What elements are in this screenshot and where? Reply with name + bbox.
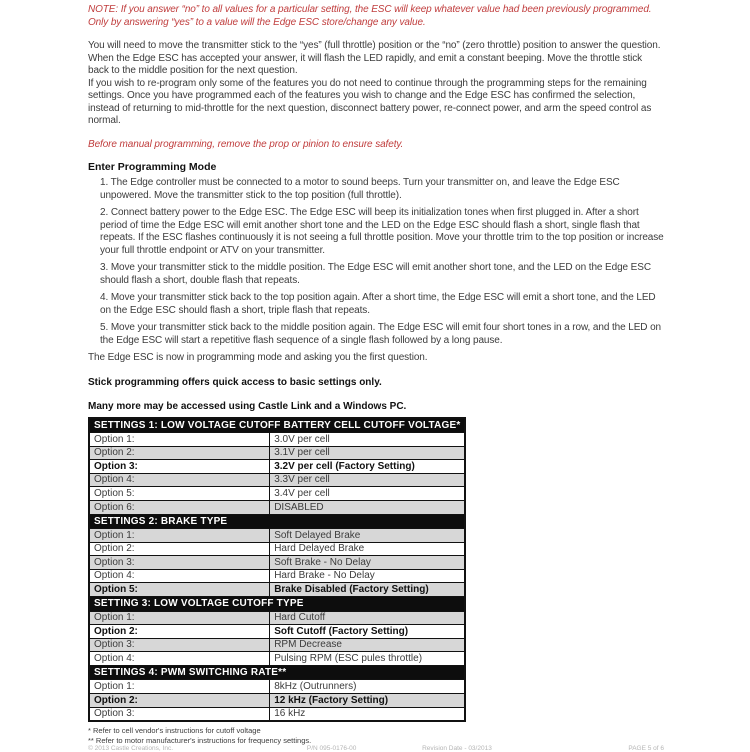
intro-paragraph-2: If you wish to re-program only some of the features you do not need to continue through the programming steps for the remaining settings. Once you have programmed each of the features you wish to change and the Edge ESC has confirmed the selection, instead of returning to mid-throttle for the next question, disconnect battery power, re-connect power, and arm the speed control as normal. (88, 77, 652, 126)
option-value: DISABLED (270, 500, 466, 514)
option-label: Option 6: (89, 500, 270, 514)
footer-page-number: PAGE 5 of 6 (628, 745, 664, 752)
intro-paragraph-1: You will need to move the transmitter stick to the “yes” (full throttle) position or the “no” (zero throttle) position to answer the question. When the Edge ESC has accepted your answer, it will flash the LED rapidly, and emit a constant beeping. Move the throttle stick back to the middle position for the next question. (88, 40, 661, 76)
closing-line: The Edge ESC is now in programming mode and asking you the first question. (88, 352, 428, 363)
table-section-header: SETTINGS 4: PWM SWITCHING RATE** (89, 665, 465, 680)
footer-copyright: © 2013 Castle Creations, Inc. (88, 745, 173, 752)
option-label: Option 5: (89, 487, 270, 501)
option-value: 3.2V per cell (Factory Setting) (270, 460, 466, 474)
table-section-header: SETTINGS 2: BRAKE TYPE (89, 514, 465, 529)
settings-table (88, 417, 466, 723)
option-value: 3.3V per cell (270, 473, 466, 487)
option-value: Soft Brake - No Delay (270, 556, 466, 570)
steps-list (100, 177, 664, 352)
table-row (89, 625, 465, 639)
option-value: Pulsing RPM (ESC pules throttle) (270, 652, 466, 666)
table-row (89, 529, 465, 543)
option-label: Option 3: (89, 638, 270, 652)
footnote-item: ** Refer to motor manufacturer's instructions for frequency settings. (88, 735, 312, 745)
safety-note: Before manual programming, remove the prop or pinion to ensure safety. (88, 138, 404, 150)
footnote-item: * Refer to cell vendor's instructions for cutoff voltage (88, 726, 261, 736)
section-heading: Enter Programming Mode (88, 161, 217, 173)
footer-part-number: P/N 095-0176-00 (306, 745, 357, 752)
option-label: Option 2: (89, 446, 270, 460)
table-row (89, 556, 465, 570)
step-item: 5. Move your transmitter stick back to the middle position again. The Edge ESC will emit four short tones in a row, and the LED on the Edge ESC will start a repetitive flash sequence of a single flash followed by a long pause. (100, 322, 661, 346)
option-value: RPM Decrease (270, 638, 466, 652)
option-label: Option 5: (89, 583, 270, 597)
table-row (89, 487, 465, 501)
settings-table-body (89, 418, 465, 722)
option-label: Option 3: (89, 556, 270, 570)
option-value: 8kHz (Outrunners) (270, 680, 466, 694)
table-row (89, 473, 465, 487)
footer-revision-date: Revision Date - 03/2013 (422, 745, 492, 752)
option-value: Soft Cutoff (Factory Setting) (270, 625, 466, 639)
option-label: Option 1: (89, 433, 270, 447)
table-row (89, 542, 465, 556)
table-row (89, 446, 465, 460)
stick-programming-line: Stick programming offers quick access to basic settings only. (88, 376, 382, 388)
step-item: 1. The Edge controller must be connected to a motor to sound beeps. Turn your transmitter on, and leave the Edge ESC unpowered. Move the transmitter stick to the top position (full throttle). (100, 177, 620, 201)
table-row (89, 500, 465, 514)
option-label: Option 1: (89, 529, 270, 543)
footnotes (88, 726, 664, 745)
table-row (89, 611, 465, 625)
table-row (89, 433, 465, 447)
option-label: Option 3: (89, 460, 270, 474)
option-label: Option 2: (89, 542, 270, 556)
note-paragraph: NOTE: If you answer “no” to all values for a particular setting, the ESC will keep whatever value had been previously programmed. Only by answering “yes” to a value will the Edge ESC store/change any value. (88, 4, 652, 28)
option-value: 16 kHz (270, 707, 466, 721)
table-row (89, 680, 465, 694)
option-value: Hard Brake - No Delay (270, 569, 466, 583)
table-row (89, 569, 465, 583)
option-label: Option 1: (89, 611, 270, 625)
table-row (89, 583, 465, 597)
option-value: Hard Delayed Brake (270, 542, 466, 556)
table-section-header: SETTING 3: LOW VOLTAGE CUTOFF TYPE (89, 597, 465, 612)
option-value: Brake Disabled (Factory Setting) (270, 583, 466, 597)
step-item: 2. Connect battery power to the Edge ESC. The Edge ESC will beep its initialization tones when first plugged in. After a short period of time the Edge ESC will emit another short tone and the LED on the Edge ESC should flash a short, single flash that repeats. If the ESC flashes continuously it is not seeing a full throttle position. Move your throttle trim to the top position or increase your full throttle endpoint or ATV on your transmitter. (100, 207, 664, 256)
option-value: 3.1V per cell (270, 446, 466, 460)
table-row (89, 707, 465, 721)
step-item: 3. Move your transmitter stick to the middle position. The Edge ESC will emit another short tone, and the LED on the Edge ESC should flash a short, double flash that repeats. (100, 262, 651, 286)
table-row (89, 638, 465, 652)
option-label: Option 2: (89, 694, 270, 708)
castle-link-line: Many more may be accessed using Castle Link and a Windows PC. (88, 401, 407, 412)
option-value: Hard Cutoff (270, 611, 466, 625)
option-label: Option 4: (89, 473, 270, 487)
table-row (89, 652, 465, 666)
option-value: 3.0V per cell (270, 433, 466, 447)
option-label: Option 2: (89, 625, 270, 639)
option-label: Option 4: (89, 569, 270, 583)
step-item: 4. Move your transmitter stick back to the top position again. After a short time, the Edge ESC will emit a short tone, and the LED on the Edge ESC should flash a short, triple flash that repeats. (100, 292, 656, 316)
option-value: Soft Delayed Brake (270, 529, 466, 543)
option-value: 12 kHz (Factory Setting) (270, 694, 466, 708)
table-row (89, 460, 465, 474)
option-label: Option 3: (89, 707, 270, 721)
option-label: Option 1: (89, 680, 270, 694)
option-value: 3.4V per cell (270, 487, 466, 501)
intro-paragraphs (88, 40, 664, 128)
table-section-header: SETTINGS 1: LOW VOLTAGE CUTOFF BATTERY CELL CUTOFF VOLTAGE* (89, 418, 465, 433)
option-label: Option 4: (89, 652, 270, 666)
table-row (89, 694, 465, 708)
